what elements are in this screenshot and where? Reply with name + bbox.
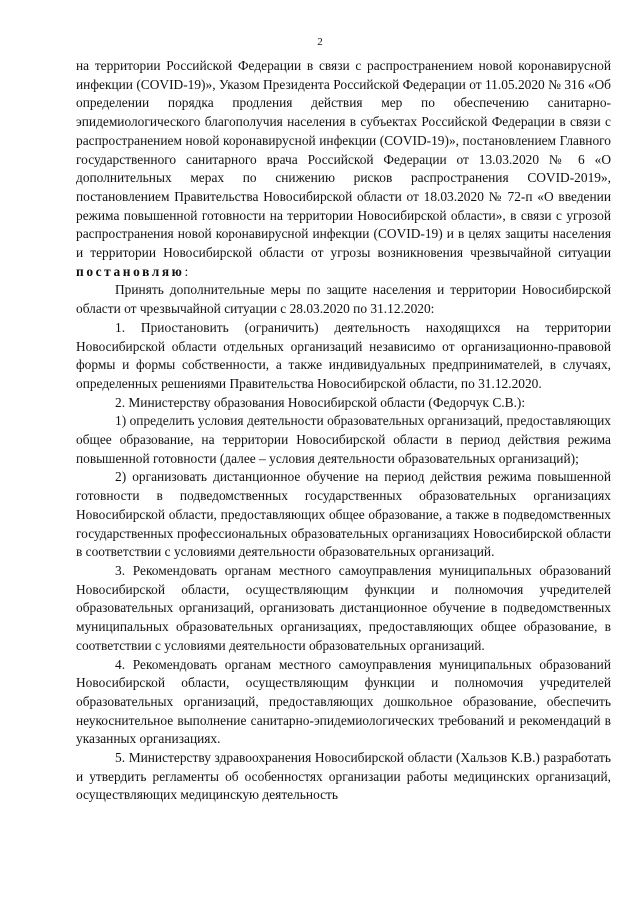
paragraph-preamble	[76, 57, 611, 281]
paragraph-text: на территории Российской Федерации в связи с распространением новой коронавирусной инфекции (COVID-19)», Указом Президента Российской Федерации от 11.05.2020 № 316 «Об определении порядка продления действия мер по обеспечению санитарно-эпидемиологического благополучия населения в субъектах Российской Федерации в связи с распространением новой коронавирусной инфекции (COVID-19)», постановлением Главного государственного санитарного врача Российской Федерации от 13.03.2020 № 6 «О дополнительных мерах по снижению рисков распространения COVID-2019», постановлением Правительства Новосибирской области от 18.03.2020 № 72-п «О введении режима повышенной готовности на территории Новосибирской области», в связи с угрозой распространения новой коронавирусной инфекции (COVID-19) и в целях защиты населения и территории Новосибирской области от угрозы возникновения чрезвычайной ситуации	[76, 58, 611, 261]
document-body	[76, 57, 611, 805]
paragraph-item-2-1: 1) определить условия деятельности образовательных организаций, предоставляющих общее образование, на территории Новосибирской области в период действия режима повышенной готовности (далее – условия деятельности образовательных организаций);	[76, 413, 611, 466]
punctuation: :	[184, 263, 189, 279]
paragraph-measures: Принять дополнительные меры по защите населения и территории Новосибирской области от чрезвычайной ситуации с 28.03.2020 по 31.12.2020:	[76, 282, 611, 317]
paragraph-item-2: 2. Министерству образования Новосибирской области (Федорчук С.В.):	[115, 394, 526, 410]
page-number: 2	[317, 36, 323, 48]
paragraph-item-5: 5. Министерству здравоохранения Новосибирской области (Хальзов К.В.) разработать и утвердить регламенты об особенностях организации работы медицинских организаций, осуществляющих медицинскую деятельность	[76, 750, 611, 803]
paragraph-item-1: 1. Приостановить (ограничить) деятельность находящихся на территории Новосибирской области отдельных организаций независимо от организационно-правовой формы и формы собственности, а также индивидуальных предпринимателей, в случаях, определенных решениями Правительства Новосибирской области, по 31.12.2020.	[76, 319, 611, 391]
paragraph-item-3: 3. Рекомендовать органам местного самоуправления муниципальных образований Новосибирской области, осуществляющим функции и полномочия учредителей образовательных организаций, организовать дистанционное обучение в подведомственных муниципальных образовательных организациях, предоставляющих общее образование, в соответствии с условиями деятельности образовательных организаций.	[76, 562, 611, 653]
paragraph-item-4: 4. Рекомендовать органам местного самоуправления муниципальных образований Новосибирской области, осуществляющим функции и полномочия учредителей образовательных организаций, предоставляющих дошкольное образование, обеспечить неукоснительное выполнение санитарно-эпидемиологических требований и рекомендаций в указанных организациях.	[76, 656, 611, 747]
decree-keyword: постановляю	[76, 263, 185, 279]
paragraph-item-2-2: 2) организовать дистанционное обучение на период действия режима повышенной готовности в подведомственных государственных образовательных организациях Новосибирской области, предоставляющих общее образование, а также в подведомственных государственных профессиональных образовательных организациях Новосибирской области в соответствии с условиями деятельности образовательных организаций.	[76, 469, 611, 560]
